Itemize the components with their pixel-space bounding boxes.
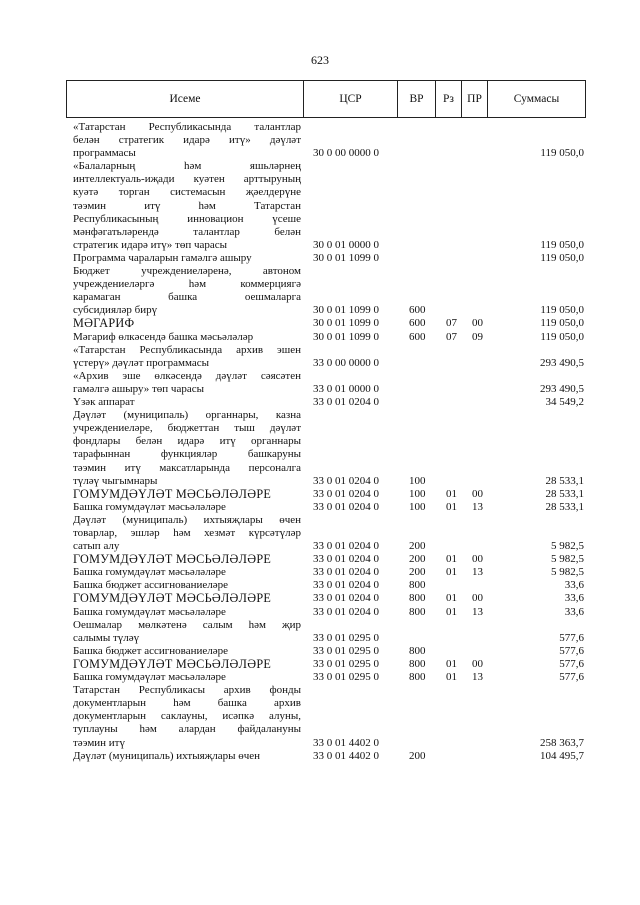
table-row xyxy=(0,331,640,344)
row-rz: 01 xyxy=(446,592,457,605)
row-name-line: Дәүләт (муниципаль) ихтыяҗлары өчен xyxy=(73,513,301,526)
header-csr: ЦСР xyxy=(303,81,397,117)
row-sum: 28 533,1 xyxy=(545,487,584,500)
row-name-line: карамаган башка оешмаларга xyxy=(73,291,301,304)
row-name-line: фондлары белән идарә итү органнары xyxy=(73,435,301,448)
row-pr: 13 xyxy=(472,500,483,513)
row-name-line: тарафыннан функцияләр башкаруны xyxy=(73,448,301,461)
row-csr: 33 0 01 0000 0 xyxy=(313,382,379,395)
table-row xyxy=(0,671,640,684)
row-vr: 800 xyxy=(409,605,426,618)
row-csr: 33 0 01 0204 0 xyxy=(313,592,379,605)
row-name xyxy=(73,684,301,749)
row-rz: 01 xyxy=(446,500,457,513)
row-csr: 33 0 01 4402 0 xyxy=(313,736,379,749)
row-name-line: тәэмин итү һәм Татарстан xyxy=(73,199,301,212)
row-sum: 5 982,5 xyxy=(551,553,584,566)
row-rz: 01 xyxy=(446,553,457,566)
row-sum: 119 050,0 xyxy=(540,238,584,251)
table-row xyxy=(0,344,640,370)
row-rz: 01 xyxy=(446,487,457,500)
row-sum: 33,6 xyxy=(564,579,584,592)
row-sum: 119 050,0 xyxy=(540,251,584,264)
table-row xyxy=(0,553,640,566)
row-vr: 800 xyxy=(409,579,426,592)
row-name-line: Үзәк аппарат xyxy=(73,396,135,409)
row-name-line: туплауны һәм алардан файдалануны xyxy=(73,723,301,736)
row-name xyxy=(73,488,301,501)
row-name-line: документларын һәм башка архив xyxy=(73,697,301,710)
row-name xyxy=(73,566,301,579)
row-name-line: учреждениеләргә һәм коммерциягә xyxy=(73,278,301,291)
row-sum: 33,6 xyxy=(564,592,584,605)
row-csr: 33 0 01 0204 0 xyxy=(313,553,379,566)
row-name-line: тәэмин итү xyxy=(73,736,125,749)
table-row xyxy=(0,592,640,605)
row-name xyxy=(73,606,301,619)
row-csr: 30 0 01 1099 0 xyxy=(313,330,379,343)
row-name-line: тәэмин итү максатларында персоналга xyxy=(73,461,301,474)
row-sum: 104 495,7 xyxy=(540,749,584,762)
row-name xyxy=(73,121,301,160)
row-pr: 00 xyxy=(472,487,483,500)
row-name-line: документларын саклауны, исәпкә алуны, xyxy=(73,710,301,723)
row-csr: 33 0 01 0204 0 xyxy=(313,396,379,409)
table-row xyxy=(0,317,640,330)
row-name-line: куәтә торган системасын җәелдерүне xyxy=(73,186,301,199)
table-row xyxy=(0,488,640,501)
row-name-line: Дәүләт (муниципаль) ихтыяҗлары өчен xyxy=(73,749,261,762)
row-csr: 30 0 01 1099 0 xyxy=(313,304,379,317)
row-name-line: программасы xyxy=(73,147,136,160)
row-vr: 100 xyxy=(409,487,426,500)
row-pr: 13 xyxy=(472,566,483,579)
row-name-line: учреждениеләре, бюджеттан тыш дәүләт xyxy=(73,422,301,435)
row-name xyxy=(73,396,301,409)
row-name-line: Башка бюджет ассигнованиеләре xyxy=(73,579,228,592)
row-name-line: сатып алу xyxy=(73,540,120,553)
row-csr: 33 0 01 4402 0 xyxy=(313,749,379,762)
row-name-line: белән стратегик идарә итү» дәүләт xyxy=(73,134,301,147)
row-vr: 200 xyxy=(409,566,426,579)
table-row xyxy=(0,409,640,488)
row-sum: 119 050,0 xyxy=(540,147,584,160)
row-name-line: гамәлгә ашыру» төп чарасы xyxy=(73,382,205,395)
row-vr: 200 xyxy=(409,749,426,762)
row-name-line: «Балаларның һәм яшьләрнең xyxy=(73,160,301,173)
row-name xyxy=(73,579,301,592)
row-vr: 800 xyxy=(409,592,426,605)
table-row xyxy=(0,370,640,396)
row-name-line: Оешмалар мөлкәтенә салым һәм җир xyxy=(73,618,301,631)
row-rz: 07 xyxy=(446,330,457,343)
table-row xyxy=(0,121,640,160)
row-name xyxy=(73,750,301,763)
row-name-line: интеллектуаль-иҗади куәтен арттыруның xyxy=(73,173,301,186)
table-row xyxy=(0,645,640,658)
row-name-line: Башка гомумдәүләт мәсьәләләре xyxy=(73,671,226,684)
row-pr: 00 xyxy=(472,657,483,670)
row-sum: 258 363,7 xyxy=(540,736,584,749)
row-csr: 33 0 01 0204 0 xyxy=(313,566,379,579)
row-name xyxy=(73,501,301,514)
row-vr: 800 xyxy=(409,657,426,670)
row-name xyxy=(73,553,301,566)
row-name xyxy=(73,331,301,344)
row-sum: 577,6 xyxy=(559,657,584,670)
row-sum: 5 982,5 xyxy=(551,566,584,579)
row-name xyxy=(73,370,301,396)
table-header xyxy=(66,80,586,118)
row-name xyxy=(73,658,301,671)
row-vr: 200 xyxy=(409,553,426,566)
table-row xyxy=(0,684,640,750)
row-vr: 600 xyxy=(409,317,426,330)
row-name-line: Программа чараларын гамәлгә ашыру xyxy=(73,251,252,264)
row-csr: 33 0 01 0204 0 xyxy=(313,474,379,487)
table-row xyxy=(0,619,640,645)
row-sum: 34 549,2 xyxy=(545,396,584,409)
row-sum: 293 490,5 xyxy=(540,356,584,369)
row-sum: 577,6 xyxy=(559,644,584,657)
row-name-line: Башка гомумдәүләт мәсьәләләре xyxy=(73,605,226,618)
row-name-line: Башка бюджет ассигнованиеләре xyxy=(73,644,228,657)
row-vr: 800 xyxy=(409,644,426,657)
row-sum: 293 490,5 xyxy=(540,382,584,395)
row-sum: 119 050,0 xyxy=(540,330,584,343)
row-sum: 577,6 xyxy=(559,671,584,684)
row-name-line: Башка гомумдәүләт мәсьәләләре xyxy=(73,500,226,513)
row-sum: 5 982,5 xyxy=(551,540,584,553)
row-csr: 33 0 01 0204 0 xyxy=(313,487,379,500)
row-name-line: Татарстан Республикасы архив фонды xyxy=(73,684,301,697)
header-rz: Рз xyxy=(435,81,461,117)
row-sum: 28 533,1 xyxy=(545,474,584,487)
row-name-line: ГОМУМДӘҮЛӘТ МӘСЬӘЛӘЛӘРЕ xyxy=(73,553,272,567)
row-name xyxy=(73,409,301,488)
row-pr: 09 xyxy=(472,330,483,343)
row-name-line: ГОМУМДӘҮЛӘТ МӘСЬӘЛӘЛӘРЕ xyxy=(73,487,272,501)
row-pr: 00 xyxy=(472,317,483,330)
row-pr: 13 xyxy=(472,671,483,684)
row-csr: 30 0 01 1099 0 xyxy=(313,317,379,330)
row-pr: 13 xyxy=(472,605,483,618)
row-rz: 01 xyxy=(446,657,457,670)
header-sum: Суммасы xyxy=(487,81,585,117)
row-name xyxy=(73,344,301,370)
table-row xyxy=(0,658,640,671)
table-row xyxy=(0,160,640,252)
table-row xyxy=(0,265,640,317)
row-name-line: ГОМУМДӘҮЛӘТ МӘСЬӘЛӘЛӘРЕ xyxy=(73,592,272,606)
row-csr: 30 0 01 0000 0 xyxy=(313,238,379,251)
row-name-line: Республикасының инновацион үсеше xyxy=(73,212,301,225)
row-rz: 01 xyxy=(446,566,457,579)
row-name-line: ГОМУМДӘҮЛӘТ МӘСЬӘЛӘЛӘРЕ xyxy=(73,657,272,671)
row-name-line: товарлар, эшләр һәм хезмәт күрсәтүләр xyxy=(73,527,301,539)
row-vr: 100 xyxy=(409,500,426,513)
row-csr: 33 0 01 0204 0 xyxy=(313,579,379,592)
row-sum: 119 050,0 xyxy=(540,317,584,330)
row-rz: 01 xyxy=(446,605,457,618)
row-name xyxy=(73,645,301,658)
row-name xyxy=(73,317,301,330)
row-sum: 119 050,0 xyxy=(540,304,584,317)
header-name: Исеме xyxy=(169,93,201,105)
row-csr: 33 0 01 0295 0 xyxy=(313,644,379,657)
row-sum: 577,6 xyxy=(559,631,584,644)
header-pr: ПР xyxy=(461,81,487,117)
table-row xyxy=(0,579,640,592)
table-row xyxy=(0,252,640,265)
table-row xyxy=(0,606,640,619)
row-pr: 00 xyxy=(472,553,483,566)
row-name-line: «Татарстан Республикасында архив эшен xyxy=(73,343,301,356)
row-name xyxy=(73,619,301,645)
row-name xyxy=(73,514,301,553)
row-vr: 800 xyxy=(409,671,426,684)
row-sum: 28 533,1 xyxy=(545,500,584,513)
row-csr: 33 0 01 0204 0 xyxy=(313,500,379,513)
row-name-line: мәнфәгатьләрендә талантлар белән xyxy=(73,225,301,238)
page-number: 623 xyxy=(311,53,329,67)
row-name-line: Мәгариф өлкәсендә башка мәсьәләләр xyxy=(73,330,254,343)
row-name-line: түләү чыгымнары xyxy=(73,474,158,487)
row-name-line: МӘГАРИФ xyxy=(73,317,135,331)
table-row xyxy=(0,566,640,579)
row-name-line: стратегик идарә итү» төп чарасы xyxy=(73,238,228,251)
row-name xyxy=(73,671,301,684)
row-csr: 33 0 01 0295 0 xyxy=(313,631,379,644)
table-row xyxy=(0,514,640,553)
row-csr: 30 0 00 0000 0 xyxy=(313,147,379,160)
table-body xyxy=(0,121,640,763)
table-row xyxy=(0,396,640,409)
header-vr: ВР xyxy=(397,81,435,117)
row-name-line: салымы түләү xyxy=(73,631,140,644)
row-name xyxy=(73,252,301,265)
row-csr: 33 0 01 0295 0 xyxy=(313,657,379,670)
row-csr: 30 0 01 1099 0 xyxy=(313,251,379,264)
row-name xyxy=(73,265,301,317)
row-rz: 01 xyxy=(446,671,457,684)
row-sum: 33,6 xyxy=(564,605,584,618)
row-vr: 200 xyxy=(409,540,426,553)
row-name-line: субсидияләр бирү xyxy=(73,304,158,317)
row-csr: 33 0 00 0000 0 xyxy=(313,356,379,369)
row-vr: 100 xyxy=(409,474,426,487)
row-vr: 600 xyxy=(409,304,426,317)
row-name xyxy=(73,592,301,605)
table-row xyxy=(0,750,640,763)
row-name-line: Бюджет учреждениеләренә, автоном xyxy=(73,265,301,278)
row-name-line: «Татарстан Республикасында талантлар xyxy=(73,121,301,133)
row-name-line: «Архив эше өлкәсендә дәүләт сәясәтен xyxy=(73,369,301,382)
row-name xyxy=(73,160,301,252)
row-csr: 33 0 01 0295 0 xyxy=(313,671,379,684)
row-csr: 33 0 01 0204 0 xyxy=(313,540,379,553)
row-name-line: Дәүләт (муниципаль) органнары, казна xyxy=(73,409,301,422)
row-vr: 600 xyxy=(409,330,426,343)
row-csr: 33 0 01 0204 0 xyxy=(313,605,379,618)
row-pr: 00 xyxy=(472,592,483,605)
row-rz: 07 xyxy=(446,317,457,330)
table-row xyxy=(0,501,640,514)
row-name-line: Башка гомумдәүләт мәсьәләләре xyxy=(73,566,226,579)
row-name-line: үстерү» дәүләт программасы xyxy=(73,356,210,369)
